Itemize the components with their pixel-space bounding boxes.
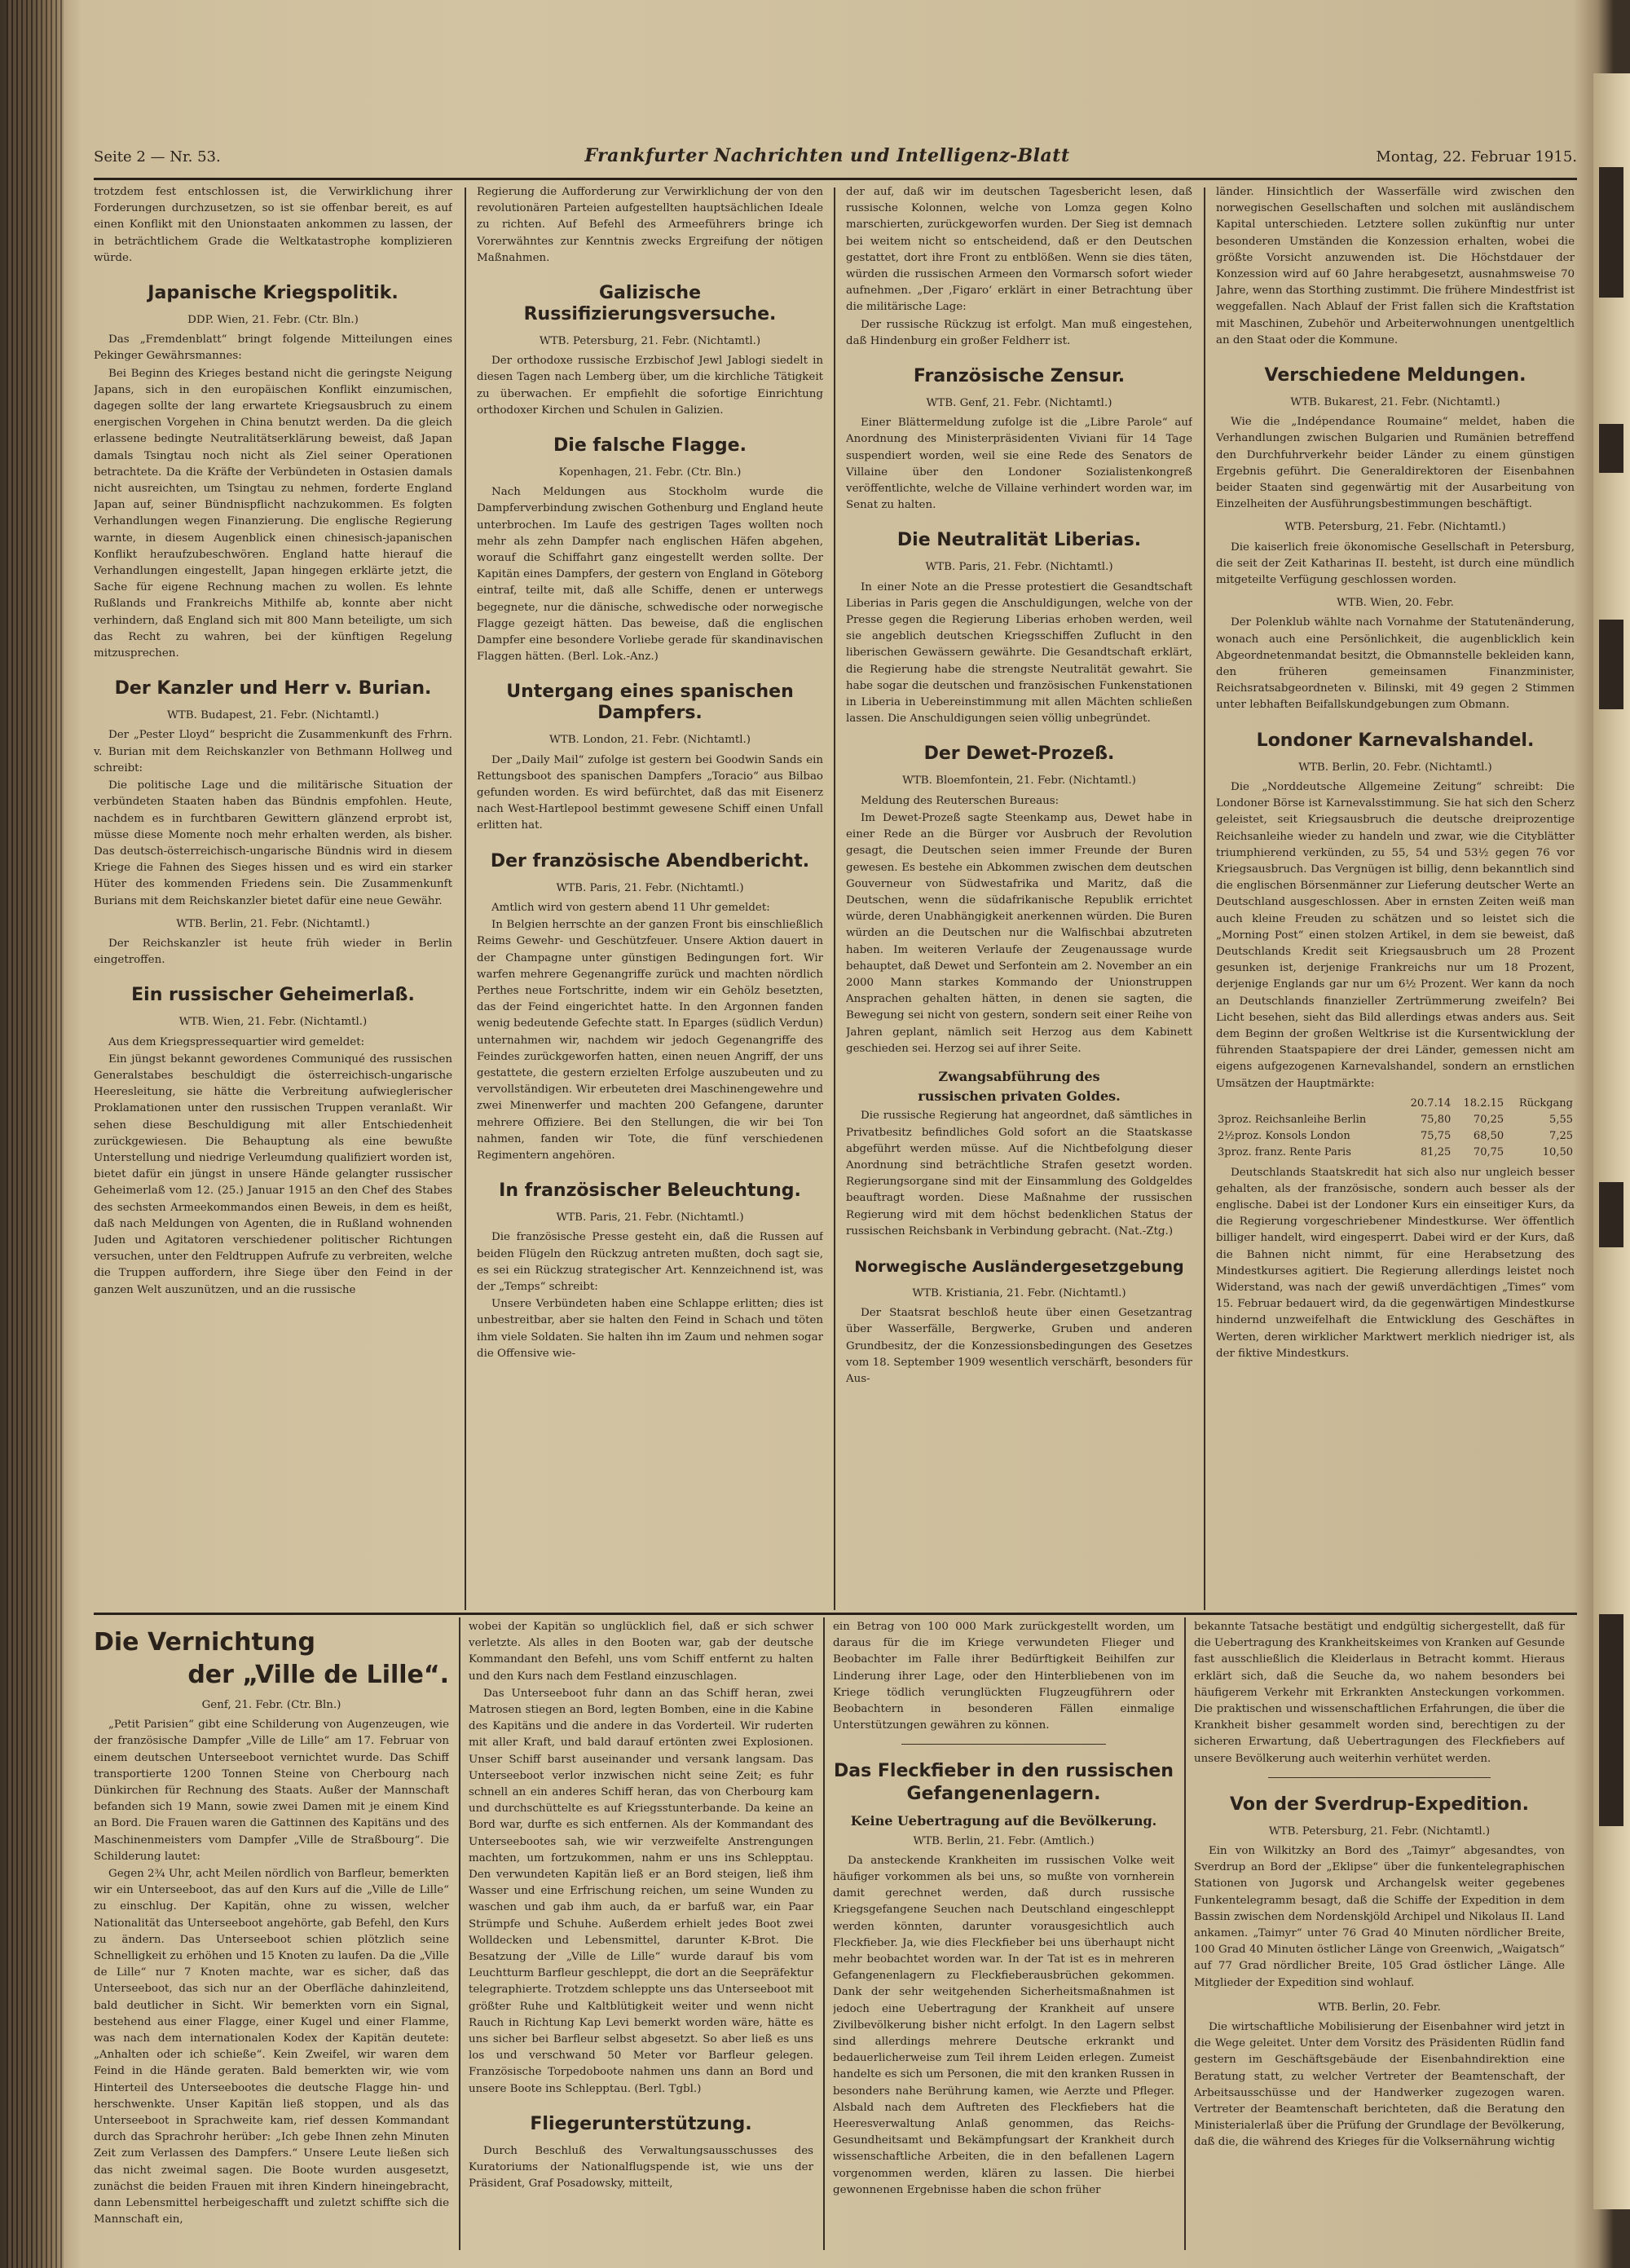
article-text: Die russische Regierung hat angeordnet, daß sämtliches in Privatbesitz befindliches Gold sofort an die Staatskasse abgeführt werden müsse. Auf die Nichtbefolgung dieser Anordnung sind beträchtliche Strafen gesetzt worden. Regierungsorgane sind mit der Einsammlung des Goldgeldes beauftragt worden. Diese Maßnahme der russischen Regierung wird mit dem höchst bedenklichen Status der russischen Reichsbank in Verbindung gebracht. (Nat.-Ztg.) — [846, 1110, 1192, 1238]
adjacent-page-print — [1599, 1614, 1623, 1826]
article-text: Ein von Wilkitzky an Bord des „Taimyr“ abgesandtes, von Sverdrup an Bord der „Eklipse“ über die funkentelegraphischen Stationen von Jugorsk und Archangelsk weiter gegebenes Funkentelegramm besagt, daß die Schiffe der Expedition in dem Bassin zwischen dem Nordenskjöld Archipel und Nikolaus II. Land ankamen. „Taimyr“ unter 76 Grad 40 Minuten nördlicher Breite, 100 Grad 40 Minuten östlicher Länge von Greenwich, „Waigatsch“ auf 77 Grad nördlicher Breite, 105 Grad östlicher Länge. Alle Mitglieder der Expedition sind wohlauf. — [1194, 1845, 1565, 1989]
table-cell-value: 68,50 — [1473, 1130, 1504, 1143]
article-text: Das „Fremdenblatt“ bringt folgende Mitteilungen eines Pekinger Gewährsmannes: — [94, 333, 452, 363]
dateline: Genf, 21. Febr. (Ctr. Bln.) — [201, 1699, 341, 1711]
dateline: WTB. Paris, 21. Febr. (Nichtamtl.) — [556, 1211, 744, 1224]
subheadline-fleckfieber: Keine Uebertragung auf die Bevölkerung. — [850, 1813, 1157, 1829]
adjacent-page-edge — [1593, 73, 1630, 2209]
column-rule — [1204, 188, 1205, 1610]
adjacent-page-print — [1599, 167, 1623, 298]
dateline: WTB. Kristiania, 21. Febr. (Nichtamtl.) — [912, 1286, 1126, 1299]
article-text: Bei Beginn des Krieges bestand nicht die geringste Neigung Japans, sich in den europäischen Konflikt einzumischen, dagegen sollte der lang erwartete Kriegsausbruch zu einem energischen Vorgehen in China benutzt werden. Da die gleich erlassene bedingte Neutralitätserklärung beweist, daß Japan damals Tsingtau noch nicht als Ziel seiner Operationen betrachtete. Da die Kräfte der Verbündeten in Ostasien damals nicht ausreichten, um Tsingtau zu nehmen, forderte England Japan auf, seiner Bündnispflicht nachzukommen. Es folgten Verhandlungen wegen Finanzierung. Die englische Regierung warnte, in diesem Augenblick einen chinesisch-japanischen Konflikt heraufzubeschwören. England hatte hierauf die Verhandlungen eingestellt, Japan hingegen erklärte jetzt, die Sache für eigene Rechnung machen zu wollen. Es lehnte Rußlands und Frankreichs Mithilfe ab, konnte aber nicht verhindern, daß England sich mit 800 Mann beteiligte, um sich das Recht zu wahren, bei der künftigen Regelung mitzusprechen. — [94, 367, 452, 660]
column-rule — [465, 188, 466, 1610]
adjacent-page-print — [1599, 424, 1623, 473]
article-text: In einer Note an die Presse protestiert die Gesandtschaft Liberias in Paris gegen die Anschuldigungen, welche von der Presse gegen die Regierung Liberias erhoben werden, weil sie angeblich deutschen Kriegsschiffen Zuflucht in den liberischen Gewässern gewährte. Die Gesandtschaft erklärt, die Regierung habe die strengste Neutralität gewahrt. Sie habe sogar die deutschen und französischen Funkenstationen in Liberia in Uebereinstimmung mit allen Mächten schließen lassen. Die Anschuldigungen seien völlig unbegründet. — [846, 580, 1192, 726]
dateline: WTB. Petersburg, 21. Febr. (Nichtamtl.) — [1268, 1825, 1491, 1838]
table-cell-value: 70,25 — [1473, 1113, 1504, 1126]
dateline: WTB. Petersburg, 21. Febr. (Nichtamtl.) — [1284, 521, 1506, 534]
dateline: WTB. Bukarest, 21. Febr. (Nichtamtl.) — [1290, 396, 1500, 409]
dateline: Kopenhagen, 21. Febr. (Ctr. Bln.) — [558, 466, 742, 479]
newspaper-page — [94, 130, 1577, 2250]
table-cell-value: 70,75 — [1473, 1146, 1504, 1159]
masthead — [94, 145, 1577, 180]
headline-ville-de-lille: Die Vernichtung — [94, 1628, 316, 1657]
article-text: Die politische Lage und die militärische Situation der verbündeten Staaten haben das Bündnis empfohlen. Heute, nachdem es in furchtbaren Gewittern glänzend erprobt ist, müsse diese Momente noch mehr erhalten werden, als bisher. Das deutsch-österreichisch-ungarische Bündnis wird in diesem Kriege die Fahnen des Sieges hissen und es wird ein starker Hüter des kommenden Friedens sein. Die Zusammenkunft Burians mit dem Reichskanzler bietet dafür eine neue Gewähr. — [94, 779, 452, 907]
dateline: WTB. Paris, 21. Febr. (Nichtamtl.) — [556, 881, 744, 894]
headline-verschiedene: Verschiedene Meldungen. — [1264, 365, 1526, 386]
table-cell-label: 3proz. Reichsanleihe Berlin — [1218, 1113, 1367, 1126]
article-text: Da ansteckende Krankheiten im russischen Volke weit häufiger vorkommen als bei uns, so mußte von vornherein damit gerechnet werden, daß durch russische Kriegsgefangene Seuchen nach Deutschland eingeschleppt werden könnten, darunter vorausgesichtlich auch Fleckfieber. Ja, wie dies Fleckfieber bei uns überhaupt nicht mehr beobachtet worden war. In der Tat ist es in mehreren Gefangenenlagern zu Fleckfieberausbrüchen gekommen. Dank der sehr weitgehenden Sicherheitsmaßnahmen ist jedoch eine Uebertragung der Krankheit auf unsere Zivilbevölkerung bisher nicht erfolgt. In den Lagern selbst sind allerdings mehrere Deutsche erkrankt und bedauerlicherweise zum Teil ihrem Leiden erlegen. Zumeist handelte es sich um Personen, die mit den kranken Russen in besonders nahe Berührung kamen, wie Aerzte und Pfleger. Alsbald nach dem Auftreten des Fleckfiebers hat die Heeresverwaltung Anlaß genommen, das Reichs-Gesundheitsamt und Bekämpfungsart der Krankheit durch wissenschaftliche Arbeiten, die in den befallenen Lagern vorgenommen werden, klären zu lassen. Die hierbei gewonnenen Ergebnisse haben die schon früher — [833, 1854, 1174, 2196]
headline-ville-de-lille-2: der „Ville de Lille“. — [187, 1661, 449, 1689]
dateline: WTB. Berlin, 21. Febr. (Nichtamtl.) — [176, 917, 370, 930]
headline-japan: Japanische Kriegspolitik. — [148, 283, 399, 304]
headline-dewet: Der Dewet-Prozeß. — [923, 743, 1115, 765]
table-row — [1216, 1128, 1575, 1145]
table-cell-value: 20.7.14 — [1410, 1096, 1452, 1110]
column-1 — [94, 184, 452, 1609]
article-text: Die wirtschaftliche Mobilisierung der Eisenbahner wird jetzt in die Wege geleitet. Unter dem Vorsitz des Präsidenten Rüdlin fand gestern im Geschäftsgebäude der Eisenbahndirektion eine Beratung statt, zu welcher Vertreter der Beamtenschaft, der Arbeitsausschüsse und der Handwerker zugezogen waren. Vertreter der Beamtenschaft berichteten, daß die Beratung den Ministerialerlaß über die Prüfung der Grundlage der Bevölkerung, daß die, die während des Krieges für die Volksernährung wichtig — [1194, 2021, 1565, 2149]
headline-fleckfieber: Das Fleckfieber in den russischen — [834, 1761, 1174, 1782]
article-text: In Belgien herrschte an der ganzen Front bis einschließlich Reims Gewehr- und Geschützfeuer. Unsere Aktion dauert in der Champagne unter günstigen Bedingungen fort. Wir warfen mehrere Gegenangriffe zurück und machten nördlich Perthes neue Fortschritte, indem wir ein Gehölz besetzten, das der Feind eingerichtet hatte. In den Argonnen fanden wenig bedeutende Gefechte statt. In Eparges (südlich Verdun) unternahmen wir, nachdem wir jedoch Gegenangriffe des Feindes zurückgeworfen hatten, einen neuen Angriff, der uns gestattete, die gestern erzielten Erfolge auszubeuten und zu vervollständigen. Wir erbeuteten drei Maschinengewehre und zwei Minenwerfer und machten 200 Gefangene, darunter mehrere Offiziere. Bei den Stellungen, die wir bei Ton nahmen, fanden wir Tote, die fünf verschiedenen Regimentern angehören. — [477, 919, 823, 1162]
column-rule — [459, 1617, 460, 2250]
issue-date: Montag, 22. Februar 1915. — [1376, 148, 1577, 165]
table-cell-value: 10,50 — [1542, 1146, 1573, 1159]
article-text: Nach Meldungen aus Stockholm wurde die Dampferverbindung zwischen Gothenburg und England heute unterbrochen. Im Laufe des gestrigen Tages wollten noch mehr als zehn Dampfer nach englischen Häfen abgehen, worauf die Schiffahrt ganz eingestellt werden sollte. Der Kapitän eines Dampfers, der gestern von England in Göteborg eintraf, teilte mit, daß alle Schiffe, denen er unterwegs begegnete, nur die dänische, schwedische oder norwegische Flagge gezeigt hätten. Das beweise, daß die englischen Dampfer eine besondere Vorliebe gerade für skandinavischen Flaggen hätten. (Berl. Lok.-Anz.) — [477, 486, 823, 664]
headline-dampfer: Untergang eines spanischen Dampfers. — [506, 682, 794, 724]
article-text: „Petit Parisien“ gibt eine Schilderung von Augenzeugen, wie der französische Dampfer „Ville de Lille“ am 17. Februar von einem deutschen Unterseeboot vernichtet wurde. Das Schiff transportierte 1200 Tonnen Steine von Cherbourg nach Dünkirchen für Rechnung des Staats. Außer der Mannschaft befanden sich 19 Mann, sowie zwei Damen mit je einem Kind an Bord. Die Frauen waren die Gattinnen des Kapitäns und des Maschinenmeisters vom Dampfer „Ville de Straßbourg“. Die Schilderung lautet: — [94, 1719, 449, 1863]
dateline: WTB. Berlin, 20. Febr. (Nichtamtl.) — [1298, 761, 1492, 774]
column-rule — [834, 188, 835, 1610]
column-2 — [477, 184, 823, 1609]
article-continuation: wobei der Kapitän so unglücklich fiel, daß er sich schwer verletzte. Als alles in den Booten war, gab der deutsche Kommandant den Befehl, uns vom Schiff entfernt zu halten und den Kurs nach dem Festland einzuschlagen. — [469, 1621, 813, 1683]
dateline: WTB. Berlin, 21. Febr. (Amtlich.) — [913, 1834, 1095, 1847]
dateline: WTB. Petersburg, 21. Febr. (Nichtamtl.) — [539, 335, 761, 348]
headline-karneval: Londoner Karnevalshandel. — [1256, 730, 1535, 751]
headline-fleckfieber-2: Gefangenenlagern. — [906, 1784, 1101, 1805]
article-continuation: trotzdem fest entschlossen ist, die Verwirklichung ihrer Forderungen durchzusetzen, so ist sie offenbar bereit, es auf einen Konflikt mit den Unionstaaten ankommen zu lassen, der in beträchtlichem Grade die Weltkatastrophe komplizieren würde. — [94, 186, 452, 264]
newspaper-title: Frankfurter Nachrichten und Intelligenz-Blatt — [584, 145, 1070, 166]
article-text: Der russische Rückzug ist erfolgt. Man muß eingestehen, daß Hindenburg ein großer Feldherr ist. — [846, 318, 1192, 347]
table-cell-value: 5,55 — [1549, 1113, 1573, 1126]
column-4 — [1216, 184, 1575, 1609]
headline-gold-2: russischen privaten Goldes. — [918, 1088, 1121, 1105]
article-continuation: bekannte Tatsache bestätigt und endgültig sichergestellt, daß für die Uebertragung des Krankheitskeimes von Kranken auf Gesunde fast ausschließlich die Kleiderlaus in Betracht kommt. Hieraus erklärt sich, daß die Seuche da, wo nahem besonders bei häufigerem Verkehr mit Erkrankten Ansteckungen vorkommen. Die praktischen und wissenschaftlichen Erfahrungen, die über die Krankheit bisher gesammelt worden sind, berechtigen zu der sicheren Erwartung, daß Uebertragungen des Fleckfiebers auf unsere Bevölkerung auch weiterhin verhütet werden. — [1194, 1621, 1565, 1765]
headline-gold: Zwangsabführung des — [938, 1068, 1100, 1084]
article-text: Im Dewet-Prozeß sagte Steenkamp aus, Dewet habe in einer Rede an die Bürger vor Ausbruch der Revolution gesagt, die Deutschen seien immer Freunde der Buren gewesen. Es bestehe ein Abkommen zwischen dem deutschen Gouverneur von Südwestafrika und Maritz, daß die Deutschen, wenn die südafrikanische Republik errichtet würde, deren Unabhängigkeit anerkennen würden. Die Buren würden an die Deutschen nur die Walfischbai abzutreten haben. Im weiteren Verlaufe der Zeugenaussage wurde behauptet, daß Dewet und Serfontein am 2. November an ein 2000 Mann starkes Kommando der Unionstruppen Ansprachen gehalten hätten, in denen sie sagten, die Bewegung sei nicht von gestern, sondern seit einer Reihe von Jahren geplant, nämlich seit Herzog aus dem Kabinett geschieden sei. Herzog sei auf ihrer Seite. — [846, 811, 1192, 1055]
dateline: WTB. Genf, 21. Febr. (Nichtamtl.) — [926, 397, 1112, 410]
article-text: Wie die „Indépendance Roumaine“ meldet, haben die Verhandlungen zwischen Bulgarien und Rumänien betreffend den Durchfuhrverkehr beider Länder zu einem günstigen Ergebnis geführt. Die Generaldirektoren der Eisenbahnen beider Staaten sind gegenwärtig mit der Ausarbeitung von Einzelheiten der Ausführungsbestimmungen beschäftigt. — [1216, 416, 1575, 511]
article-text: Die „Norddeutsche Allgemeine Zeitung“ schreibt: Die Londoner Börse ist Karnevalsstimmung. Sie hat sich den Scherz geleistet, seit Kriegsausbruch die deutsche dreiprozentige Reichsanleihe wieder zu handeln und zwar, wie die Cityblätter triumphierend verkünden, zu 55, 54 und 53½ gegen 76 vor Kriegsausbruch. Das Vergnügen ist billig, denn bekanntlich sind die englischen Börsenmänner zur Lieferung deutscher Werte an Deutschland ausgeschlossen. Aber in ernsten Zeiten weiß man auch kleine Freuden zu schätzen und so leistet sich die „Morning Post“ einen stolzen Artikel, in dem sie beweist, daß Deutschlands Kredit seit Kriegsausbruch um 28 Prozent gesunken ist, derjenige Frankreichs nur um 18 Prozent, derjenige Englands gar nur um 6½ Prozent. Wer kann da noch an Deutschlands finanzieller Zertrümmerung zweifeln? Bei Licht besehen, sieht das Bild allerdings etwas anders aus. Seit dem Beginn der großen Weltkrise ist die Kursentwicklung der führenden Staatspapiere der drei Länder, gemessen nicht am eigens aufgezogenen Karnevalshandel, sondern an ernstlichen Umsätzen der Hauptmärkte: — [1216, 780, 1575, 1090]
headline-galizien: Galizische Russifizierungsversuche. — [523, 283, 777, 325]
section-rule — [94, 1613, 1577, 1615]
article-text: Der Staatsrat beschloß heute über einen Gesetzantrag über Wasserfälle, Bergwerke, Gruben und anderen Grundbesitz, der die Konzessionsbedingungen des Gesetzes vom 18. September 1909 wesentlich verschärft, besonders für Aus- — [846, 1307, 1192, 1385]
page-number: Seite 2 — Nr. 53. — [94, 148, 221, 165]
table-row — [1216, 1145, 1575, 1161]
dateline: WTB. Wien, 20. Febr. — [1337, 597, 1454, 610]
article-text: Einer Blättermeldung zufolge ist die „Libre Parole“ auf Anordnung des Ministerpräsidenten Viviani für 14 Tage suspendiert worden, weil sie eine Rede des Senators de Villaine über den Londoner Sozialistenkongreß veröffentlichte, welche de Villaine verhindert worden war, im Senat zu halten. — [846, 417, 1192, 512]
dateline: WTB. Wien, 21. Febr. (Nichtamtl.) — [178, 1016, 368, 1029]
article-text: Amtlich wird von gestern abend 11 Uhr gemeldet: — [491, 901, 770, 914]
article-text: Der Polenklub wählte nach Vornahme der Statutenänderung, wonach auch eine Persönlichkeit, die augenblicklich kein Abgeordnetenmandat besitzt, die Obmannstelle bekleiden kann, den früheren gemeinsamen Finanzminister, Reichsratsabgeordneten v. Bilinski, mit 49 gegen 2 Stimmen unter lebhaften Beifallskundgebungen zum Obmann. — [1216, 616, 1575, 712]
article-text: Deutschlands Staatskredit hat sich also nur ungleich besser gehalten, als der französische, sondern auch besser als der englische. Dabei ist der Londoner Kurs ein einseitiger Kurs, da die Regierung vorgeschriebener Mindestkurse. Wer öffentlich billiger handelt, wird eingesperrt. Dabei wird er der Kurs, daß die Bahnen nicht nimmt, für eine Herabsetzung des Mindestkurses agitiert. Die Regierung allerdings leistet noch Widerstand, was nach der gewiß unverdächtigen „Times“ vom 15. Februar bedauert wird, da die gegenwärtigen Mindestkurse hindernd unzweifelhaft die Entwicklung des Geschäftes in Werten, deren wirklicher Marktwert merklich niedriger ist, als der fiktive Mindestkurs. — [1216, 1166, 1575, 1360]
divider — [1268, 1777, 1491, 1778]
article-continuation: länder. Hinsichtlich der Wasserfälle wird zwischen den norwegischen Gesellschaften und solchen mit ausländischem Kapital unterschieden. Letztere sollen zukünftig nur unter besonderen Umständen die Konzession erhalten, wobei die größte Vorsicht anzuwenden ist. Die Höchstdauer der Konzession wird auf 60 Jahre herabgesetzt, ausnahmsweise 70 Jahre, wenn das Storthing zustimmt. Die frühere Mindestfrist ist weggefallen. Nach Ablauf der Frist fallen sich die Kraftstation mit Maschinen, Zubehör und Arbeiterwohnungen unentgeltlich an den Staat oder die Kommune. — [1216, 186, 1575, 346]
article-text: Durch Beschluß des Verwaltungsausschusses des Kuratoriums der Nationalflugspende ist, wie uns der Präsident, Graf Posadowsky, mitteilt, — [469, 2144, 813, 2191]
headline-flagge: Die falsche Flagge. — [553, 435, 747, 457]
article-text: Gegen 2¾ Uhr, acht Meilen nördlich von Barfleur, bemerkten wir ein Unterseeboot, das auf den Kurs auf die „Ville de Lille“ zu einschlug. Der Kapitän, ohne zu wissen, welcher Nationalität das Unterseeboot angehörte, gab Befehl, den Kurs zu ändern. Das Unterseeboot schien plötzlich seine Schnelligkeit zu erhöhen und 15 Knoten zu laufen. Da die „Ville de Lille“ nur 7 Knoten machte, war es sicher, daß das Unterseeboot, das sich nur an der Oberfläche dahinzleitend, bald deutlicher in Sicht. Wir bemerkten vorn ein Signal, bestehend aus einer Flagge, einer Kugel und einer Flamme, was nach dem internationalen Kodex der Kapitän deutete: „Anhalten oder ich schieße“. Kein Zweifel, wir waren dem Feind in die Hände geraten. Bald bemerkten wir, wie vom Hinterteil des Unterseebootes die deutsche Flagge hin- und herschwenkte. Unser Kapitän ließ stoppen, und als das Unterseeboot in Sprachweite kam, rief dessen Kommandant durch das Sprachrohr herüber: „Ich gebe Ihnen zehn Minuten Zeit zum Verlassen des Dampfers.“ Unsere Leute ließen sich das nicht zweimal sagen. Die Boote wurden ausgesetzt, zunächst die beiden Frauen mit ihren Kindern hineingebracht, dann Lebensmittel herbeigeschafft und zuletzt schiffte sich die Mannschaft ein, — [94, 1868, 449, 2226]
headline-fliegerunterstuetzung: Fliegerunterstützung. — [530, 2113, 752, 2134]
dateline: WTB. Berlin, 20. Febr. — [1318, 2001, 1441, 2014]
headline-liberia: Die Neutralität Liberias. — [896, 530, 1142, 551]
article-text: Der „Daily Mail“ zufolge ist gestern bei Goodwin Sands ein Rettungsboot des spanischen Dampfers „Toracio“ aus Bilbao gefunden worden. Es wird befürchtet, daß das mit Eisenerz nach West-Hartlepool bestimmt gewesene Schiff einen Unfall erlitten hat. — [477, 753, 823, 832]
table-cell-value: 75,80 — [1421, 1113, 1452, 1126]
dateline: WTB. Budapest, 21. Febr. (Nichtamtl.) — [167, 709, 379, 722]
table-cell-value: 18.2.15 — [1463, 1096, 1504, 1110]
article-continuation: ein Betrag von 100 000 Mark zurückgestellt worden, um daraus für die im Kriege verwundeten Flieger und Beobachter im Falle ihrer Bedürftigkeit Beihilfen zur Linderung ihrer Lage, oder den Hinterbliebenen von im Kriege tödlich verunglückten Flugzeugführern oder Beobachtern in besonderen Fällen einmalige Unterstützungen gewähren zu können. — [833, 1621, 1174, 1732]
article-text: Aus dem Kriegspressequartier wird gemeldet: — [108, 1035, 365, 1048]
table-cell-label: 3proz. franz. Rente Paris — [1218, 1146, 1351, 1159]
book-binding-edge — [7, 0, 64, 2268]
bottom-column-3 — [833, 1619, 1174, 2250]
headline-abendbericht: Der französische Abendbericht. — [490, 850, 810, 871]
bottom-column-4 — [1194, 1619, 1565, 2250]
headline-geheimerlass: Ein russischer Geheimerlaß. — [131, 985, 415, 1006]
bottom-column-2 — [469, 1619, 813, 2250]
headline-zensur: Französische Zensur. — [913, 366, 1126, 387]
article-text: Der „Pester Lloyd“ bespricht die Zusammenkunft des Frhrn. v. Burian mit dem Reichskanzler von Bethmann Hollweg und schreibt: — [94, 729, 452, 774]
article-text: Das Unterseeboot fuhr dann an das Schiff heran, zwei Matrosen stiegen an Bord, legten Bomben, eine in die Kabine des Kapitäns und die andere in das Vorderteil. Wir ruderten mit aller Kraft, und bald darauf ertönten zwei Explosionen. Unser Schiff barst auseinander und versank langsam. Das Unterseeboot verlor inzwischen nicht seine Zeit; es fuhr schnell an ein anderes Schiff heran, das von Cherbourg kam und durchschüttelte es auf Kriegsstunterbande. Da keine an Bord war, durfte es sich entfernen. Als der Kommandant des Unterseebootes sah, wie wir verzweifelte Anstrengungen machten, um fortzukommen, nahm er uns ins Schlepptau. Den verwundeten Kapitän ließ er an Bord steigen, ließ ihm Wasser und eine Erfrischung reichen, um seine Wunden zu waschen und gab ihm auch, da er barfuß war, ein Paar Strümpfe und Schuhe. Außerdem erhielt jedes Boot zwei Wolldecken und Lebensmittel, darunter K-Brot. Die Besatzung der „Ville de Lille“ wurde darauf bis vom Leuchtturm Barfleur geschleppt, die dort an die Seepräfektur telegraphierte. Trotzdem schleppte uns das Unterseeboot mit größter Ruhe und Kaltblütigkeit weiter und wenn nicht Rauch in Richtung Kap Levi bemerkt worden wäre, hätte es uns sicher bei Barfleur selbst abgesetzt. So aber ließ es uns los und verschwand 50 Meter vor Barfleur gelegen. Französische Torpedoboote nahmen uns dann an Bord und unsere Boote ins Schlepptau. (Berl. Tgbl.) — [469, 1687, 813, 2095]
adjacent-page-print — [1599, 1182, 1623, 1247]
article-text: Die französische Presse gesteht ein, daß die Russen auf beiden Flügeln den Rückzug antreten mußten, doch sagt sie, es sei ein Rückzug strategischer Art. Kennzeichnend ist, was der „Temps“ schreibt: — [477, 1231, 823, 1293]
article-continuation: Regierung die Aufforderung zur Verwirklichung der von den revolutionären Parteien aufgestellten hauptsächlichen Ideale zu richten. Auf Befehl des Armeeführers bringe ich Vorerwähntes zur Kenntnis zwecks Ergreifung der nötigen Maßnahmen. — [477, 186, 823, 264]
column-rule — [823, 1617, 825, 2250]
article-text: Der orthodoxe russische Erzbischof Jewl Jablogi siedelt in diesen Tagen nach Lemberg über, um die kirchliche Tätigkeit zu überwachen. Er empfiehlt die sofortige Einrichtung orthodoxer Kirchen und Schulen in Galizien. — [477, 355, 823, 417]
bottom-column-1 — [94, 1619, 449, 2250]
table-cell-label — [1216, 1096, 1399, 1112]
dateline: DDP. Wien, 21. Febr. (Ctr. Bln.) — [187, 314, 359, 327]
headline-sverdrup: Von der Sverdrup-Expedition. — [1230, 1794, 1529, 1815]
table-cell-value: Rückgang — [1518, 1096, 1573, 1110]
article-continuation: der auf, daß wir im deutschen Tagesbericht lesen, daß russische Kolonnen, welche von Lomza gegen Kolno marschierten, zurückgeworfen wurden. Der Sieg ist demnach bei weitem nicht so entscheidend, daß er den Deutschen gestattet, dort ihre Front zu entblößen. Wenn sie dies täten, würden die russischen Armeen den Vormarsch sofort wieder aufnehmen. „Der ‚Figaro‘ erklärt in einer Betrachtung über die militärische Lage: — [846, 186, 1192, 314]
adjacent-page-print — [1599, 620, 1623, 709]
table-cell-label: 2½proz. Konsols London — [1218, 1130, 1350, 1143]
table-cell-value: 7,25 — [1549, 1130, 1573, 1143]
headline-beleuchtung: In französischer Beleuchtung. — [499, 1180, 801, 1202]
table-row — [1216, 1112, 1575, 1128]
headline-norwegen: Norwegische Ausländergesetzgebung — [854, 1257, 1184, 1276]
table-header-row — [1216, 1096, 1575, 1112]
headline-kanzler: Der Kanzler und Herr v. Burian. — [114, 678, 432, 699]
column-rule — [1184, 1617, 1186, 2250]
divider — [901, 1744, 1106, 1745]
table-cell-value: 75,75 — [1421, 1130, 1452, 1143]
dateline: WTB. London, 21. Febr. (Nichtamtl.) — [549, 734, 751, 747]
article-text: Meldung des Reuterschen Bureaus: — [861, 794, 1060, 807]
article-text: Unsere Verbündeten haben eine Schlappe erlitten; dies ist unbestreitbar, aber sie halten den Feind in Schach und töten ihm viele Soldaten. Sie halten ihn im Zaum und nehmen sogar die Offensive wie- — [477, 1298, 823, 1360]
column-3 — [846, 184, 1192, 1609]
article-text: Die kaiserlich freie ökonomische Gesellschaft in Petersburg, die seit der Zeit Katharinas II. besteht, ist durch eine mündlich mitgeteilte Verfügung geschlossen worden. — [1216, 541, 1575, 587]
exchange-rate-table — [1216, 1096, 1575, 1162]
table-cell-value: 81,25 — [1421, 1146, 1452, 1159]
dateline: WTB. Bloemfontein, 21. Febr. (Nichtamtl.) — [902, 774, 1136, 788]
article-text: Ein jüngst bekannt gewordenes Communiqué des russischen Generalstabes beschuldigt die österreichisch-ungarische Heeresleitung, sie hätte die Verbreitung aufwieglerischer Proklamationen unter den russischen Truppen veranlaßt. Wir sehen diese Beschuldigung mit aller Entschiedenheit zurückgewiesen. Die Behauptung als eine bewußte Unterstellung und niedrige Verleumdung qualifiziert worden ist, bietet dafür ein jüngst in unsere Hände gelangter russischer Geheimerlaß vom 12. (25.) Januar 1915 an den Chef des Stabes des sechsten Armeekommandos einen Beweis, in dem es heißt, daß nach Meldungen von Agenten, die in Rußland wohnenden Juden und Agitatoren verschiedener politischer Richtungen versuchen, unter den Feldtruppen Aufrufe zu verbreiten, welche die Truppen auffordern, ihre Siege über den Feind in der ganzen Welt auszunützen, und an die russische — [94, 1052, 452, 1296]
article-text: Der Reichskanzler ist heute früh wieder in Berlin eingetroffen. — [94, 937, 452, 967]
dateline: WTB. Paris, 21. Febr. (Nichtamtl.) — [925, 561, 1113, 574]
